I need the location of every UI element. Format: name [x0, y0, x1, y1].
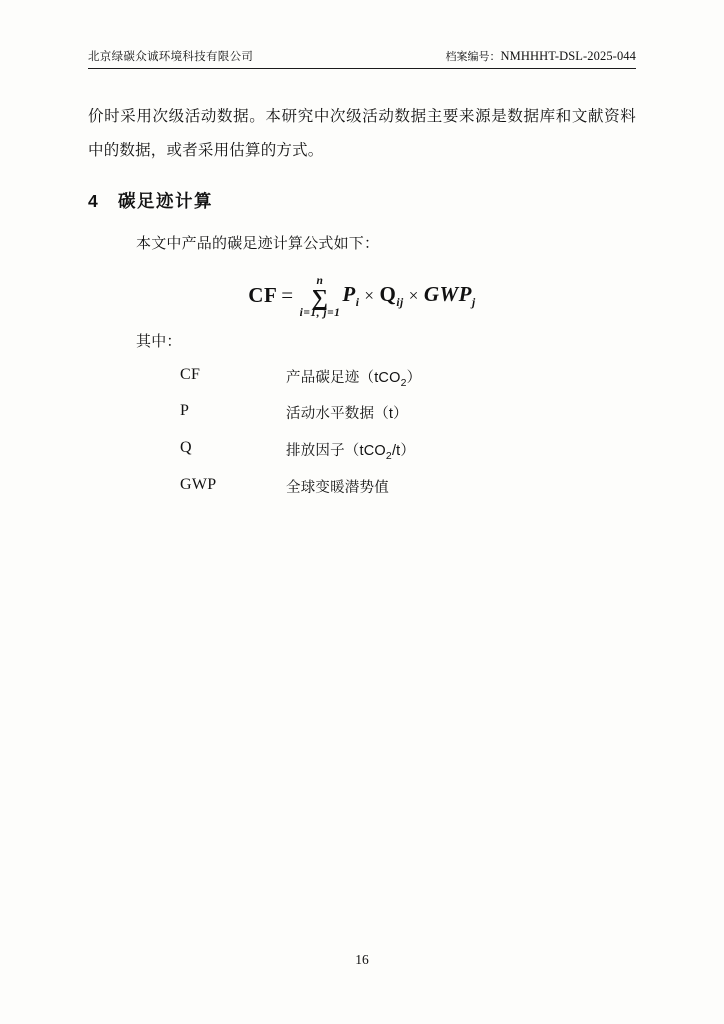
definition-description-text: 排放因子（tCO [286, 443, 386, 460]
definition-description-text: 全球变暖潜势值 [286, 480, 389, 497]
definition-description [286, 476, 389, 499]
section-number: 4 [88, 190, 98, 211]
definition-symbol: P [180, 402, 190, 420]
definition-list [88, 366, 636, 500]
formula-term-q-base: Q [379, 281, 397, 306]
formula-term-gwp [424, 282, 476, 309]
formula-sigma-symbol: ∑ [311, 285, 329, 310]
archive-code: NMHHHT-DSL-2025-044 [500, 49, 636, 63]
formula-term-p [342, 282, 359, 309]
formula-multiply-2: × [408, 285, 419, 305]
definition-row [180, 439, 636, 462]
definition-row [180, 366, 636, 389]
formula-term-p-subscript: i [355, 297, 360, 310]
paragraph-formula-intro: 本文中产品的碳足迹计算公式如下： [136, 234, 380, 252]
formula-term-gwp-subscript: j [472, 297, 476, 310]
page-number: 16 [355, 952, 369, 967]
definition-symbol: CF [180, 365, 201, 383]
paragraph-primary-data: 价时采用次级活动数据。本研究中次级活动数据主要来源是数据库和文献资料中的数据，或者采用估算的方式。 [88, 107, 636, 159]
formula-term-p-base: P [342, 281, 356, 306]
formula-term-q [380, 282, 404, 309]
formula-sum-upper-limit: n [316, 274, 324, 287]
definition-symbol: Q [180, 439, 192, 457]
formula-carbon-footprint [88, 274, 636, 318]
definition-description-subscript: 2 [400, 376, 407, 389]
where-label: 其中： [136, 332, 182, 350]
definition-row [180, 476, 636, 499]
section-heading-carbon-footprint-calculation [88, 188, 636, 213]
formula-lhs: CF [248, 283, 278, 307]
formula-summation [300, 276, 341, 320]
definition-description [286, 439, 415, 462]
definition-description-text: 产品碳足迹（tCO [286, 369, 401, 386]
definition-description-suffix: /t） [391, 443, 416, 460]
definition-description-text: 活动水平数据（t） [286, 406, 408, 423]
page-header [88, 48, 636, 69]
formula-multiply-1: × [364, 285, 375, 305]
definition-description [286, 402, 408, 425]
formula-sum-lower-limit: i=1, j=1 [299, 307, 341, 319]
formula-term-gwp-base: GWP [423, 281, 472, 306]
archive-label: 档案编号： [445, 51, 501, 63]
header-company-name: 北京绿碳众诚环境科技有限公司 [88, 51, 254, 63]
section-title: 碳足迹计算 [118, 190, 213, 211]
definition-description-subscript: 2 [385, 450, 392, 463]
definition-description-suffix: ） [406, 369, 422, 386]
definition-description [286, 366, 421, 389]
page-content [88, 84, 636, 513]
header-archive-number [446, 48, 636, 64]
formula-equals: = [281, 283, 294, 307]
formula-term-q-subscript: ij [396, 297, 404, 310]
definition-symbol: GWP [180, 476, 217, 494]
definition-row [180, 402, 636, 425]
